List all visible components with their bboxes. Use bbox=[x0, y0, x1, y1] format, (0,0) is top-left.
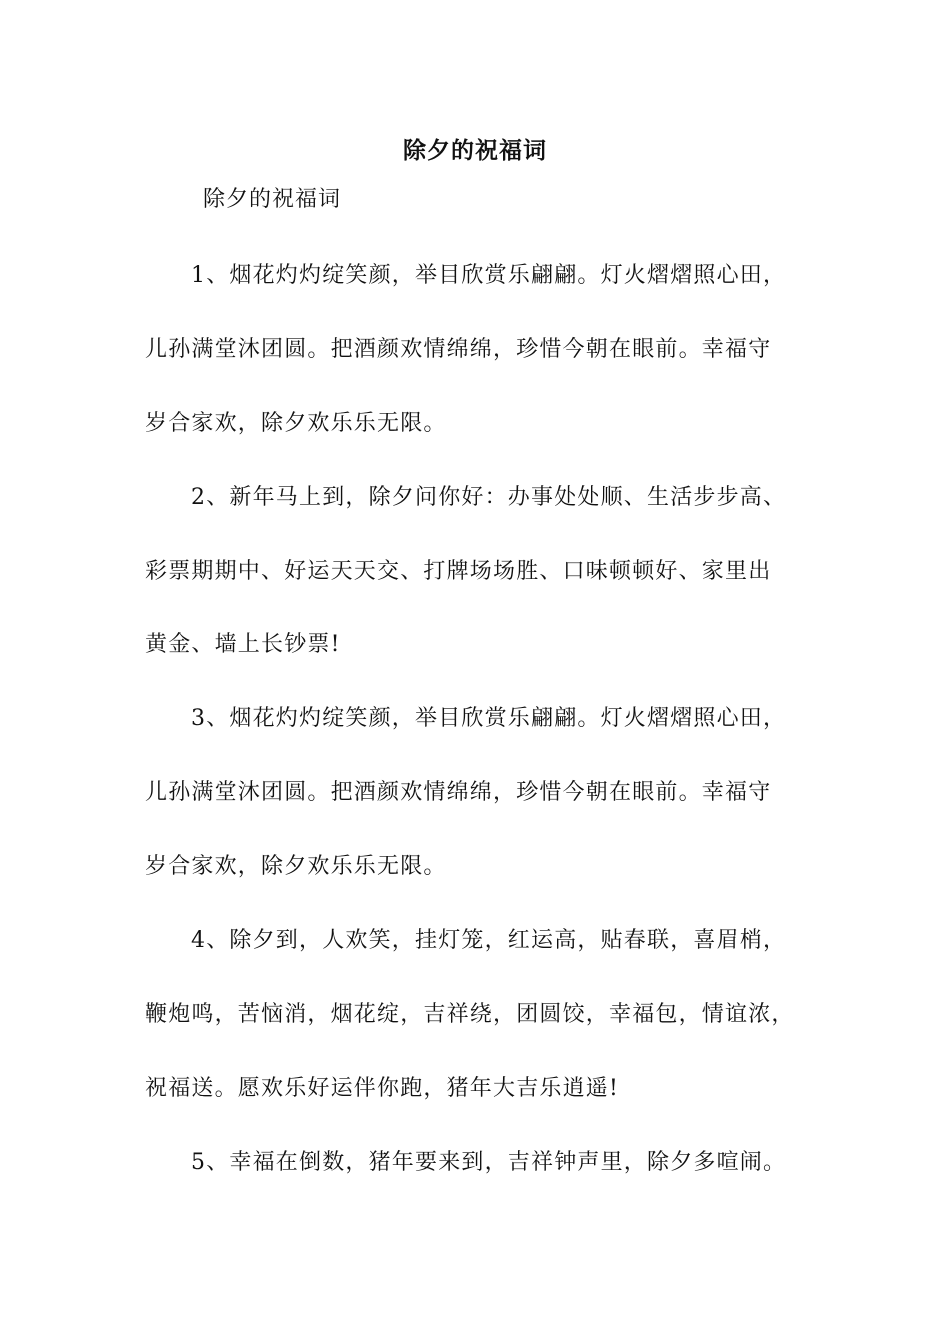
document-title: 除夕的祝福词 bbox=[403, 138, 547, 164]
paragraph-4-line-1: 4、除夕到，人欢笑，挂灯笼，红运高，贴春联，喜眉梢， bbox=[191, 928, 787, 954]
paragraph-1-line-1: 1、烟花灼灼绽笑颜，举目欣赏乐翩翩。灯火熠熠照心田， bbox=[191, 263, 787, 288]
paragraph-4-line-3: 祝福送。愿欢乐好运伴你跑，猪年大吉乐逍遥! bbox=[145, 1075, 620, 1101]
document-subtitle: 除夕的祝福词 bbox=[203, 187, 342, 212]
paragraph-2-line-2: 彩票期期中、好运天天交、打牌场场胜、口味顿顿好、家里出 bbox=[145, 558, 772, 584]
paragraph-1-line-2: 儿孙满堂沐团圆。把酒颜欢情绵绵，珍惜今朝在眼前。幸福守 bbox=[145, 336, 772, 362]
paragraph-1-line-3: 岁合家欢，除夕欢乐乐无限。 bbox=[145, 410, 447, 436]
paragraph-3-line-2: 儿孙满堂沐团圆。把酒颜欢情绵绵，珍惜今朝在眼前。幸福守 bbox=[145, 780, 772, 806]
paragraph-2-line-1: 2、新年马上到，除夕问你好：办事处处顺、生活步步高、 bbox=[191, 484, 787, 510]
paragraph-2-line-3: 黄金、墙上长钞票! bbox=[145, 632, 341, 658]
paragraph-5-line-1: 5、幸福在倒数，猪年要来到，吉祥钟声里，除夕多喧闹。 bbox=[191, 1149, 787, 1175]
paragraph-3-line-1: 3、烟花灼灼绽笑颜，举目欣赏乐翩翩。灯火熠熠照心田， bbox=[191, 706, 787, 732]
paragraph-4-line-2: 鞭炮鸣，苦恼消，烟花绽，吉祥绕，团圆饺，幸福包，情谊浓， bbox=[145, 1001, 795, 1027]
document-body bbox=[145, 254, 835, 1215]
paragraph-3-line-3: 岁合家欢，除夕欢乐乐无限。 bbox=[145, 854, 447, 880]
